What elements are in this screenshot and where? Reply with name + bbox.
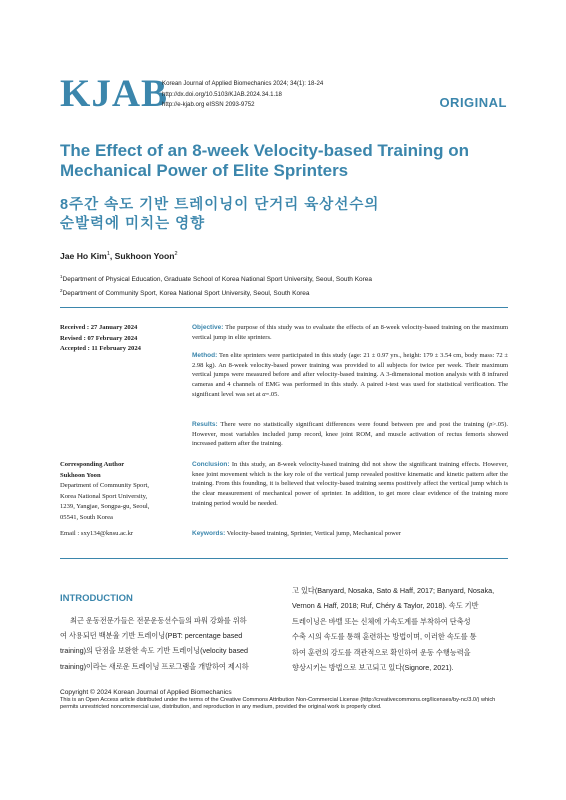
intro-column-left-rest [60, 628, 276, 674]
objective-text: The purpose of this study was to evaluate the effects of an 8-week velocity-based training on the maximum vertical jump in elite sprinters. [192, 324, 508, 341]
method-alpha: α [262, 390, 266, 398]
author-1: Jae Ho Kim [60, 251, 107, 261]
journal-info [162, 79, 323, 111]
article-type: ORIGINAL [439, 95, 507, 110]
corresponding-address-3: 1239, Yangjae, Songpa-gu, Seoul, [60, 503, 150, 511]
accepted-date: Accepted : 11 February 2024 [60, 345, 141, 353]
intro-left-line-3: training)의 단점을 보완한 속도 기반 트레이닝(velocity based [60, 646, 249, 656]
abstract-keywords [192, 529, 508, 539]
corresponding-address-4: 05541, South Korea [60, 513, 113, 521]
title-korean-line-2: 순발력에 미치는 영향 [60, 216, 206, 232]
intro-right-line-2: Vernon & Haff, 2018; Ruf, Chéry & Taylor, 2018). 속도 기반 [292, 601, 479, 611]
conclusion-label: Conclusion: [192, 461, 230, 468]
intro-right-line-3: 트레이닝은 바벨 또는 신체에 가속도계를 부착하여 단축성 [292, 616, 471, 626]
affiliation-1-sup: 1 [60, 274, 63, 279]
license-text: This is an Open Access article distributed under the terms of the Creative Commons Attribution Non-Commercial License (http://creativecommons.org/licenses/by-nc/3.0/) which permits unrestricted noncommercial use, distribution, and reproduction in any medium, provided the original work is properly cited. [60, 696, 496, 711]
section-heading-introduction: INTRODUCTION [60, 593, 133, 604]
title-english-line-2: Mechanical Power of Elite Sprinters [60, 161, 349, 180]
journal-citation: Korean Journal of Applied Biomechanics 2024; 34(1): 18-24 [162, 80, 324, 87]
keywords-text: Velocity-based training, Sprinter, Vertical jump, Mechanical power [225, 530, 401, 537]
intro-right-line-5: 하여 훈련의 강도를 객관적으로 확인하여 운동 수행능력을 [292, 647, 471, 657]
abstract-objective [192, 323, 508, 342]
corresponding-address-1: Department of Community Sport, [60, 482, 150, 490]
intro-right-line-6: 향상시키는 방법으로 보고되고 있다(Signore, 2021). [292, 663, 454, 673]
method-label: Method: [192, 352, 218, 359]
method-text: Ten elite sprinters were participated in this study (age: 21 ± 0.97 yrs., height: 179 ± 3.54 cm, body mass: 72 ± 2.98 kg). An 8-week velocity-based power training was provided to all subjects for twice per week. Their maximum vertical jumps were measured before and after velocity-based training. A 3-dimensional motion analysis with 8 infrared cameras and 4 channels of EMG was performed in this study. A paired [192, 352, 508, 389]
intro-left-line-4: training)이라는 새로운 트레이닝 프로그램을 개발하여 제시하 [60, 661, 249, 671]
method-text-2: -test was used for statistical verification. The significant level was set at [192, 381, 508, 398]
author-list [60, 251, 178, 261]
intro-column-left [60, 613, 276, 628]
intro-right-line-1: 고 있다(Banyard, Nosaka, Sato & Haff, 2017; Banyard, Nosaka, [292, 586, 495, 595]
author-2-affil: 2 [174, 251, 178, 258]
intro-right-line-4: 수축 시의 속도를 통해 훈련하는 방법이며, 이러한 속도를 통 [292, 632, 477, 642]
title-english [60, 141, 520, 181]
affiliation-2-sup: 2 [60, 287, 63, 293]
doi-link[interactable]: http://dx.doi.org/10.5103/KJAB.2024.34.1.18 [162, 90, 282, 98]
divider-bottom [60, 558, 508, 559]
article-dates [60, 323, 141, 355]
revised-date: Revised : 07 February 2024 [60, 334, 138, 342]
results-p: p [489, 421, 493, 428]
abstract-results [192, 420, 508, 449]
corresponding-heading: Corresponding Author [60, 461, 125, 468]
author-2: Sukhoon Yoon [114, 251, 175, 261]
corresponding-author [60, 460, 149, 539]
abstract-conclusion [192, 460, 508, 509]
author-1-affil: 1 [106, 251, 110, 258]
affiliation-1 [60, 272, 372, 286]
objective-label: Objective: [192, 324, 224, 331]
intro-left-line-1: 최근 운동전문가들은 전문운동선수들의 파워 강화를 위하 [70, 616, 247, 625]
affiliations [60, 272, 372, 299]
affiliation-1-text: Department of Physical Education, Graduate School of Korea National Sport University, Seoul, South Korea [62, 276, 373, 284]
conclusion-text: In this study, an 8-week velocity-based training did not show the significant training effects. However, knee joint movement which is the key role of the vertical jump revealed positive kinematic and kinetic pattern after the training. From this founding, it is believed that velocity-based training seems positively affect the vertical jump which is the clear measurement of mechanical power of sprinter. In addition, to get more clear evidence of the training more training period would be needed. [192, 461, 508, 507]
title-korean [60, 196, 480, 234]
author-separator: , [109, 251, 115, 261]
corresponding-email[interactable]: Email : sxy134@knsu.ac.kr [60, 529, 134, 537]
results-label: Results: [192, 421, 218, 428]
footer-license [60, 689, 510, 712]
received-date: Received : 27 January 2024 [60, 324, 138, 331]
results-text: There were no statistically significant differences were found between pre and post the training ( [217, 421, 490, 428]
intro-left-line-2: 여 사용되던 백분율 기반 트레이닝(PBT: percentage based [60, 631, 243, 640]
method-text-3: =.05. [265, 390, 280, 398]
keywords-label: Keywords: [192, 530, 226, 537]
method-t: t [385, 381, 388, 389]
title-korean-line-1: 8주간 속도 기반 트레이닝이 단거리 육상선수의 [60, 197, 380, 213]
divider-top [60, 307, 508, 308]
results-text-2: >.05). However, most variables included jump record, knee joint ROM, and muscle activation of rectus femoris showed increased pattern after the training. [192, 421, 508, 448]
journal-logo: KJAB [60, 72, 169, 115]
corresponding-name: Sukhoon Yoon [60, 471, 101, 479]
copyright-notice: Copyright © 2024 Korean Journal of Applied Biomechanics [60, 689, 232, 696]
corresponding-address-2: Korea National Sport University, [60, 492, 148, 500]
affiliation-2 [60, 286, 372, 300]
intro-column-right [292, 583, 508, 675]
journal-url[interactable]: http://e-kjab.org eISSN 2093-9752 [162, 101, 255, 108]
title-english-line-1: The Effect of an 8-week Velocity-based Training on [60, 141, 470, 160]
abstract-method [192, 351, 508, 400]
affiliation-2-text: Department of Community Sport, Korea National Sport University, Seoul, South Korea [62, 289, 310, 297]
